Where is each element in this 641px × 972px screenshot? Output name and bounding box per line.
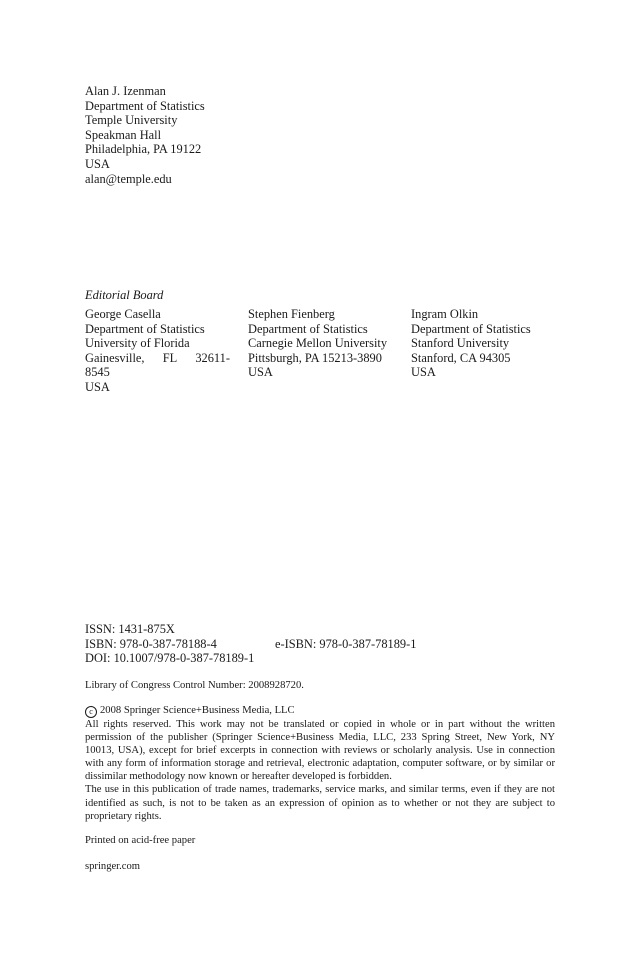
copyright-notice [85,704,555,823]
author-city: Philadelphia, PA 19122 [85,142,202,157]
copyright-icon: c [85,706,97,718]
editor-city: Stanford, CA 94305 [411,350,511,365]
editor-city: Pittsburgh, PA 15213-3890 [248,350,382,365]
editor-address [411,307,531,380]
issn: ISSN: 1431-875X [85,622,175,636]
isbn: ISBN: 978-0-387-78188-4 [85,636,217,651]
editor-city-part: FL [162,350,178,365]
library-of-congress-number: Library of Congress Control Number: 2008928720. [85,680,304,691]
copyright-holder: 2008 Springer Science+Business Media, LLC [100,705,295,716]
copyright-line [85,704,555,718]
identifiers [85,622,565,666]
editor-university: University of Florida [85,336,190,351]
author-address [85,84,205,186]
editor-name: George Casella [85,307,161,321]
author-department: Department of Statistics [85,98,205,113]
editor-address [248,307,387,380]
editor-name: Ingram Olkin [411,307,479,321]
editor-country: USA [248,365,273,380]
author-name: Alan J. Izenman [85,84,166,98]
author-email: alan@temple.edu [85,171,172,186]
editor-country: USA [411,365,436,380]
isbn-row [85,637,565,652]
editor-university: Carnegie Mellon University [248,336,388,351]
rights-statement: All rights reserved. This work may not be translated or copied in whole or in part without the written permission of the publisher (Springer Science+Business Media, LLC, 233 Spring Street, New York, NY 10013, USA), except for brief excerpts in connection with reviews or scholarly analysis. Use in connection with any form of information storage and retrieval, electronic adaptation, computer software, or by similar or dissimilar methodology now known or hereafter developed is forbidden. [85,719,555,783]
website-link[interactable]: springer.com [85,861,141,872]
eisbn: e-ISBN: 978-0-387-78189-1 [275,636,417,651]
editor-department: Department of Statistics [411,321,531,336]
editor-name: Stephen Fienberg [248,307,335,321]
printed-note: Printed on acid-free paper [85,835,196,846]
editor-department: Department of Statistics [85,321,205,336]
editor-city-continuation: 8545 [85,365,110,380]
editor-city-part: Gainesville, [85,350,145,365]
editor-address [85,307,230,395]
doi: DOI: 10.1007/978-0-387-78189-1 [85,651,255,666]
editor-country: USA [85,379,110,394]
editor-city-part: 32611- [195,350,230,365]
author-university: Temple University [85,113,178,128]
editor-city [85,351,230,366]
editor-department: Department of Statistics [248,321,368,336]
author-country: USA [85,156,110,171]
author-building: Speakman Hall [85,127,162,142]
editorial-board-heading: Editorial Board [85,288,164,302]
editor-university: Stanford University [411,336,510,351]
trademark-statement: The use in this publication of trade names, trademarks, service marks, and similar terms, even if they are not identified as such, is not to be taken as an expression of opinion as to whether or not they are subject to proprietary rights. [85,784,555,822]
